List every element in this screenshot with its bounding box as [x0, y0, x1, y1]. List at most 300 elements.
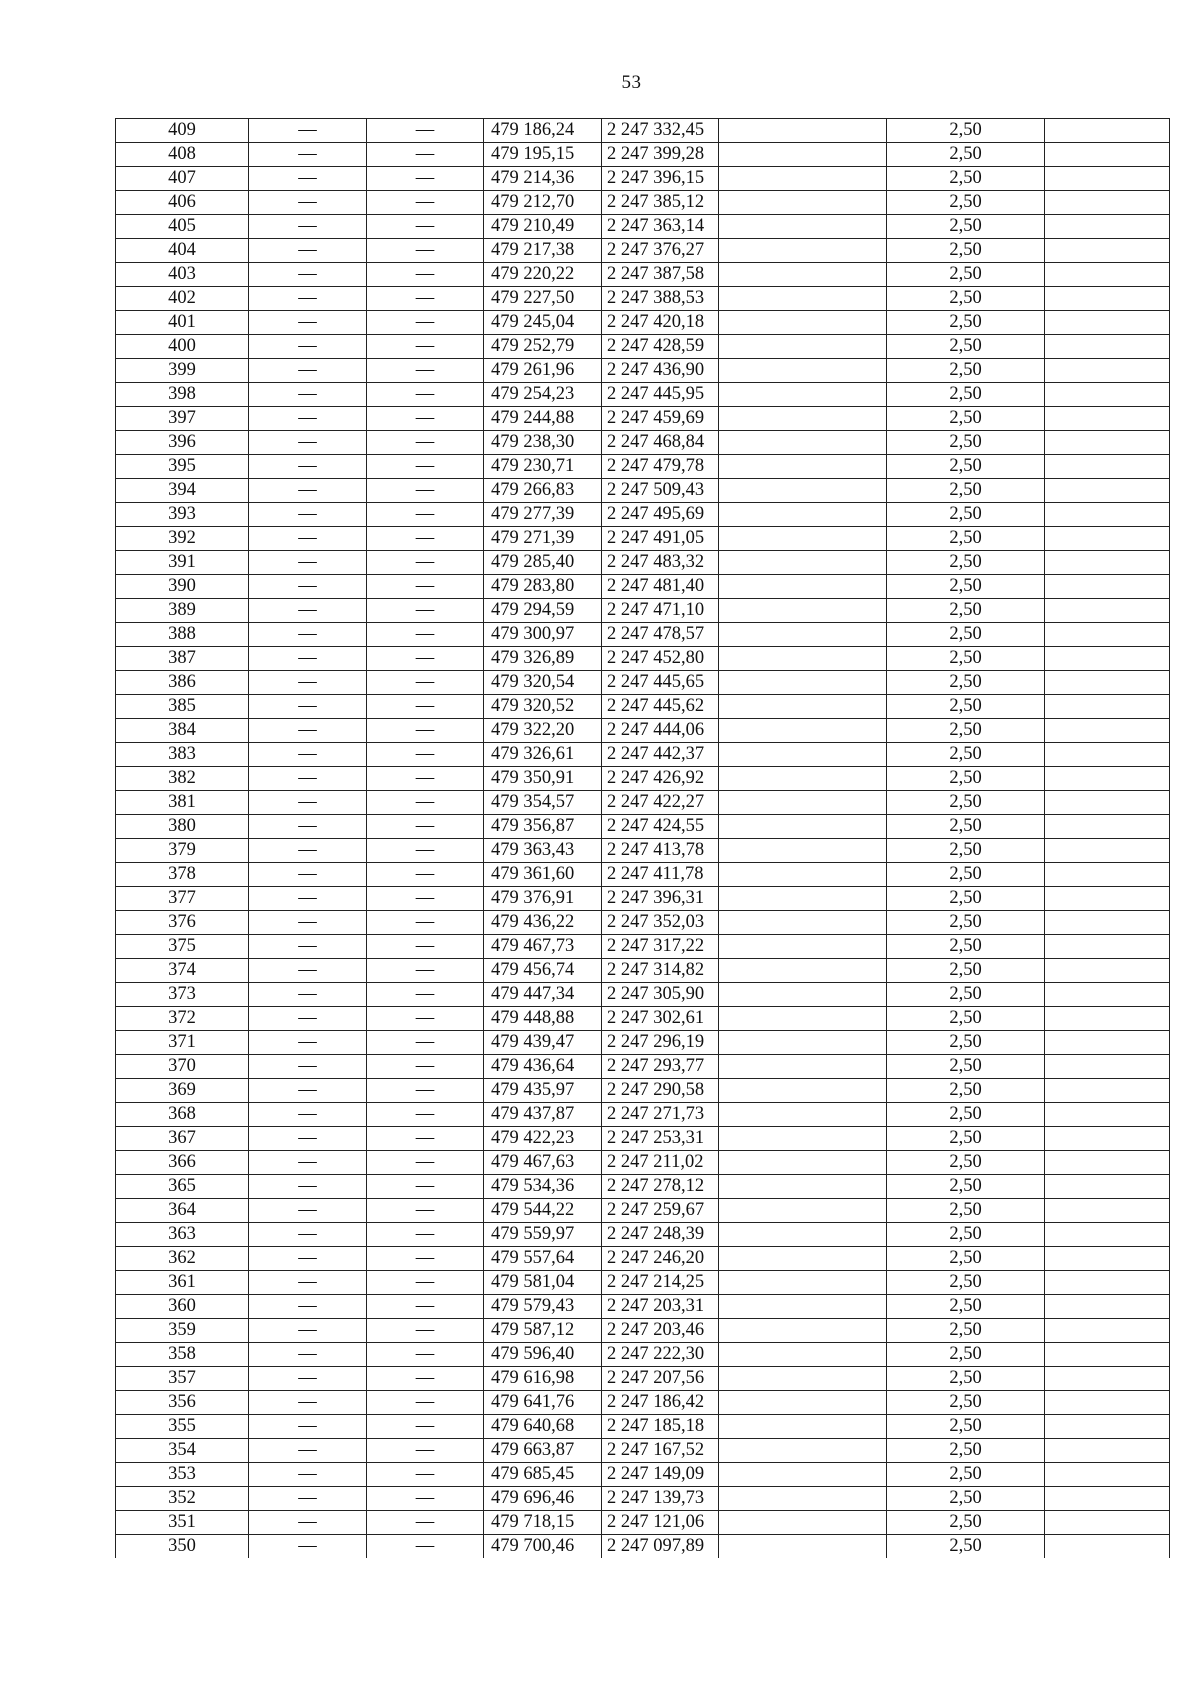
dash-cell: —	[249, 311, 367, 335]
precision-cell: 2,50	[887, 215, 1045, 239]
empty-cell	[1045, 311, 1170, 335]
empty-cell	[1045, 239, 1170, 263]
x-coordinate-cell: 479 326,61	[484, 743, 602, 767]
empty-cell	[1045, 1511, 1170, 1535]
precision-cell: 2,50	[887, 719, 1045, 743]
point-number-cell: 409	[116, 119, 249, 143]
table-row	[116, 479, 1170, 503]
x-coordinate-cell: 479 587,12	[484, 1319, 602, 1343]
precision-cell: 2,50	[887, 359, 1045, 383]
y-coordinate-cell: 2 247 363,14	[602, 215, 719, 239]
coordinates-table-body	[116, 119, 1170, 1559]
x-coordinate-cell: 479 212,70	[484, 191, 602, 215]
table-row	[116, 311, 1170, 335]
point-number-cell: 400	[116, 335, 249, 359]
dash-cell: —	[249, 1175, 367, 1199]
y-coordinate-cell: 2 247 290,58	[602, 1079, 719, 1103]
dash-cell: —	[367, 599, 484, 623]
empty-cell	[1045, 359, 1170, 383]
x-coordinate-cell: 479 435,97	[484, 1079, 602, 1103]
empty-cell	[719, 1223, 887, 1247]
x-coordinate-cell: 479 534,36	[484, 1175, 602, 1199]
table-row	[116, 647, 1170, 671]
precision-cell: 2,50	[887, 959, 1045, 983]
page-number: 53	[621, 72, 642, 93]
point-number-cell: 384	[116, 719, 249, 743]
point-number-cell: 373	[116, 983, 249, 1007]
empty-cell	[719, 1079, 887, 1103]
empty-cell	[719, 1391, 887, 1415]
precision-cell: 2,50	[887, 863, 1045, 887]
empty-cell	[1045, 1079, 1170, 1103]
dash-cell: —	[249, 1511, 367, 1535]
point-number-cell: 372	[116, 1007, 249, 1031]
dash-cell: —	[367, 767, 484, 791]
precision-cell: 2,50	[887, 791, 1045, 815]
dash-cell: —	[367, 215, 484, 239]
empty-cell	[719, 623, 887, 647]
dash-cell: —	[249, 743, 367, 767]
empty-cell	[1045, 1463, 1170, 1487]
table-row	[116, 1175, 1170, 1199]
y-coordinate-cell: 2 247 246,20	[602, 1247, 719, 1271]
empty-cell	[719, 455, 887, 479]
empty-cell	[1045, 791, 1170, 815]
precision-cell: 2,50	[887, 1079, 1045, 1103]
table-row	[116, 719, 1170, 743]
dash-cell: —	[367, 479, 484, 503]
table-row	[116, 455, 1170, 479]
empty-cell	[719, 863, 887, 887]
table-row	[116, 815, 1170, 839]
empty-cell	[1045, 1319, 1170, 1343]
dash-cell: —	[367, 335, 484, 359]
dash-cell: —	[249, 239, 367, 263]
y-coordinate-cell: 2 247 442,37	[602, 743, 719, 767]
dash-cell: —	[367, 1439, 484, 1463]
point-number-cell: 401	[116, 311, 249, 335]
dash-cell: —	[249, 1295, 367, 1319]
dash-cell: —	[249, 431, 367, 455]
empty-cell	[719, 1151, 887, 1175]
dash-cell: —	[367, 503, 484, 527]
precision-cell: 2,50	[887, 695, 1045, 719]
x-coordinate-cell: 479 186,24	[484, 119, 602, 143]
dash-cell: —	[249, 455, 367, 479]
empty-cell	[1045, 743, 1170, 767]
x-coordinate-cell: 479 214,36	[484, 167, 602, 191]
precision-cell: 2,50	[887, 143, 1045, 167]
point-number-cell: 394	[116, 479, 249, 503]
empty-cell	[719, 479, 887, 503]
dash-cell: —	[249, 935, 367, 959]
y-coordinate-cell: 2 247 388,53	[602, 287, 719, 311]
dash-cell: —	[249, 839, 367, 863]
empty-cell	[1045, 863, 1170, 887]
empty-cell	[1045, 647, 1170, 671]
x-coordinate-cell: 479 210,49	[484, 215, 602, 239]
empty-cell	[719, 551, 887, 575]
y-coordinate-cell: 2 247 302,61	[602, 1007, 719, 1031]
empty-cell	[1045, 1247, 1170, 1271]
precision-cell: 2,50	[887, 743, 1045, 767]
y-coordinate-cell: 2 247 436,90	[602, 359, 719, 383]
table-row	[116, 743, 1170, 767]
empty-cell	[719, 143, 887, 167]
empty-cell	[719, 287, 887, 311]
table-row	[116, 287, 1170, 311]
y-coordinate-cell: 2 247 222,30	[602, 1343, 719, 1367]
dash-cell: —	[367, 287, 484, 311]
x-coordinate-cell: 479 320,52	[484, 695, 602, 719]
dash-cell: —	[249, 1079, 367, 1103]
y-coordinate-cell: 2 247 445,95	[602, 383, 719, 407]
empty-cell	[719, 119, 887, 143]
x-coordinate-cell: 479 557,64	[484, 1247, 602, 1271]
table-row	[116, 1439, 1170, 1463]
dash-cell: —	[249, 671, 367, 695]
table-row	[116, 1127, 1170, 1151]
point-number-cell: 364	[116, 1199, 249, 1223]
y-coordinate-cell: 2 247 471,10	[602, 599, 719, 623]
y-coordinate-cell: 2 247 452,80	[602, 647, 719, 671]
table-row	[116, 1511, 1170, 1535]
y-coordinate-cell: 2 247 420,18	[602, 311, 719, 335]
precision-cell: 2,50	[887, 1391, 1045, 1415]
empty-cell	[1045, 911, 1170, 935]
precision-cell: 2,50	[887, 1295, 1045, 1319]
dash-cell: —	[249, 1535, 367, 1559]
table-row	[116, 527, 1170, 551]
empty-cell	[719, 431, 887, 455]
dash-cell: —	[367, 1151, 484, 1175]
dash-cell: —	[249, 1103, 367, 1127]
empty-cell	[1045, 1127, 1170, 1151]
precision-cell: 2,50	[887, 1151, 1045, 1175]
x-coordinate-cell: 479 448,88	[484, 1007, 602, 1031]
x-coordinate-cell: 479 376,91	[484, 887, 602, 911]
dash-cell: —	[367, 143, 484, 167]
precision-cell: 2,50	[887, 1223, 1045, 1247]
empty-cell	[719, 359, 887, 383]
x-coordinate-cell: 479 640,68	[484, 1415, 602, 1439]
point-number-cell: 382	[116, 767, 249, 791]
y-coordinate-cell: 2 247 444,06	[602, 719, 719, 743]
y-coordinate-cell: 2 247 385,12	[602, 191, 719, 215]
empty-cell	[719, 1367, 887, 1391]
table-row	[116, 767, 1170, 791]
y-coordinate-cell: 2 247 248,39	[602, 1223, 719, 1247]
precision-cell: 2,50	[887, 383, 1045, 407]
precision-cell: 2,50	[887, 1175, 1045, 1199]
empty-cell	[719, 167, 887, 191]
dash-cell: —	[249, 1463, 367, 1487]
dash-cell: —	[367, 1223, 484, 1247]
precision-cell: 2,50	[887, 623, 1045, 647]
dash-cell: —	[367, 119, 484, 143]
y-coordinate-cell: 2 247 481,40	[602, 575, 719, 599]
precision-cell: 2,50	[887, 551, 1045, 575]
empty-cell	[1045, 695, 1170, 719]
dash-cell: —	[367, 1079, 484, 1103]
empty-cell	[719, 1199, 887, 1223]
table-row	[116, 911, 1170, 935]
dash-cell: —	[367, 935, 484, 959]
dash-cell: —	[367, 1031, 484, 1055]
precision-cell: 2,50	[887, 887, 1045, 911]
empty-cell	[719, 1415, 887, 1439]
empty-cell	[719, 1295, 887, 1319]
x-coordinate-cell: 479 616,98	[484, 1367, 602, 1391]
y-coordinate-cell: 2 247 203,46	[602, 1319, 719, 1343]
table-row	[116, 263, 1170, 287]
empty-cell	[1045, 1151, 1170, 1175]
x-coordinate-cell: 479 285,40	[484, 551, 602, 575]
x-coordinate-cell: 479 261,96	[484, 359, 602, 383]
point-number-cell: 368	[116, 1103, 249, 1127]
y-coordinate-cell: 2 247 399,28	[602, 143, 719, 167]
x-coordinate-cell: 479 436,22	[484, 911, 602, 935]
dash-cell: —	[367, 1247, 484, 1271]
x-coordinate-cell: 479 294,59	[484, 599, 602, 623]
empty-cell	[1045, 407, 1170, 431]
empty-cell	[719, 791, 887, 815]
empty-cell	[719, 1319, 887, 1343]
x-coordinate-cell: 479 596,40	[484, 1343, 602, 1367]
table-row	[116, 1367, 1170, 1391]
dash-cell: —	[367, 1103, 484, 1127]
point-number-cell: 366	[116, 1151, 249, 1175]
precision-cell: 2,50	[887, 1415, 1045, 1439]
y-coordinate-cell: 2 247 203,31	[602, 1295, 719, 1319]
empty-cell	[719, 1175, 887, 1199]
empty-cell	[719, 839, 887, 863]
precision-cell: 2,50	[887, 815, 1045, 839]
empty-cell	[1045, 1271, 1170, 1295]
x-coordinate-cell: 479 354,57	[484, 791, 602, 815]
dash-cell: —	[367, 815, 484, 839]
table-row	[116, 1079, 1170, 1103]
point-number-cell: 378	[116, 863, 249, 887]
precision-cell: 2,50	[887, 1535, 1045, 1559]
precision-cell: 2,50	[887, 503, 1045, 527]
empty-cell	[719, 383, 887, 407]
table-row	[116, 983, 1170, 1007]
dash-cell: —	[367, 1127, 484, 1151]
empty-cell	[719, 1463, 887, 1487]
dash-cell: —	[367, 551, 484, 575]
dash-cell: —	[249, 335, 367, 359]
x-coordinate-cell: 479 245,04	[484, 311, 602, 335]
point-number-cell: 386	[116, 671, 249, 695]
dash-cell: —	[367, 791, 484, 815]
empty-cell	[719, 1343, 887, 1367]
y-coordinate-cell: 2 247 278,12	[602, 1175, 719, 1199]
point-number-cell: 376	[116, 911, 249, 935]
x-coordinate-cell: 479 220,22	[484, 263, 602, 287]
point-number-cell: 358	[116, 1343, 249, 1367]
dash-cell: —	[249, 1271, 367, 1295]
x-coordinate-cell: 479 700,46	[484, 1535, 602, 1559]
x-coordinate-cell: 479 238,30	[484, 431, 602, 455]
precision-cell: 2,50	[887, 239, 1045, 263]
dash-cell: —	[249, 623, 367, 647]
empty-cell	[1045, 431, 1170, 455]
x-coordinate-cell: 479 467,63	[484, 1151, 602, 1175]
point-number-cell: 393	[116, 503, 249, 527]
x-coordinate-cell: 479 195,15	[484, 143, 602, 167]
precision-cell: 2,50	[887, 935, 1045, 959]
point-number-cell: 397	[116, 407, 249, 431]
point-number-cell: 370	[116, 1055, 249, 1079]
table-row	[116, 935, 1170, 959]
x-coordinate-cell: 479 579,43	[484, 1295, 602, 1319]
table-row	[116, 239, 1170, 263]
point-number-cell: 357	[116, 1367, 249, 1391]
point-number-cell: 398	[116, 383, 249, 407]
table-row	[116, 1391, 1170, 1415]
x-coordinate-cell: 479 436,64	[484, 1055, 602, 1079]
y-coordinate-cell: 2 247 352,03	[602, 911, 719, 935]
dash-cell: —	[367, 983, 484, 1007]
dash-cell: —	[367, 863, 484, 887]
empty-cell	[1045, 575, 1170, 599]
empty-cell	[719, 935, 887, 959]
dash-cell: —	[249, 575, 367, 599]
dash-cell: —	[367, 1511, 484, 1535]
dash-cell: —	[367, 191, 484, 215]
table-row	[116, 671, 1170, 695]
point-number-cell: 390	[116, 575, 249, 599]
y-coordinate-cell: 2 247 305,90	[602, 983, 719, 1007]
point-number-cell: 360	[116, 1295, 249, 1319]
dash-cell: —	[249, 887, 367, 911]
precision-cell: 2,50	[887, 1031, 1045, 1055]
table-row	[116, 1151, 1170, 1175]
x-coordinate-cell: 479 559,97	[484, 1223, 602, 1247]
y-coordinate-cell: 2 247 426,92	[602, 767, 719, 791]
point-number-cell: 356	[116, 1391, 249, 1415]
empty-cell	[1045, 1487, 1170, 1511]
y-coordinate-cell: 2 247 253,31	[602, 1127, 719, 1151]
dash-cell: —	[367, 839, 484, 863]
dash-cell: —	[367, 239, 484, 263]
precision-cell: 2,50	[887, 911, 1045, 935]
dash-cell: —	[367, 1343, 484, 1367]
point-number-cell: 406	[116, 191, 249, 215]
x-coordinate-cell: 479 217,38	[484, 239, 602, 263]
precision-cell: 2,50	[887, 1007, 1045, 1031]
dash-cell: —	[249, 791, 367, 815]
dash-cell: —	[249, 119, 367, 143]
precision-cell: 2,50	[887, 575, 1045, 599]
precision-cell: 2,50	[887, 1463, 1045, 1487]
precision-cell: 2,50	[887, 263, 1045, 287]
empty-cell	[1045, 959, 1170, 983]
point-number-cell: 399	[116, 359, 249, 383]
empty-cell	[1045, 767, 1170, 791]
precision-cell: 2,50	[887, 1511, 1045, 1535]
table-row	[116, 863, 1170, 887]
point-number-cell: 353	[116, 1463, 249, 1487]
empty-cell	[719, 1511, 887, 1535]
dash-cell: —	[249, 1151, 367, 1175]
precision-cell: 2,50	[887, 1343, 1045, 1367]
table-row	[116, 1415, 1170, 1439]
y-coordinate-cell: 2 247 139,73	[602, 1487, 719, 1511]
precision-cell: 2,50	[887, 455, 1045, 479]
dash-cell: —	[249, 1127, 367, 1151]
dash-cell: —	[249, 1343, 367, 1367]
dash-cell: —	[367, 575, 484, 599]
precision-cell: 2,50	[887, 647, 1045, 671]
y-coordinate-cell: 2 247 424,55	[602, 815, 719, 839]
empty-cell	[1045, 215, 1170, 239]
dash-cell: —	[367, 383, 484, 407]
empty-cell	[1045, 167, 1170, 191]
y-coordinate-cell: 2 247 396,31	[602, 887, 719, 911]
empty-cell	[1045, 191, 1170, 215]
dash-cell: —	[367, 1271, 484, 1295]
dash-cell: —	[249, 191, 367, 215]
empty-cell	[719, 239, 887, 263]
x-coordinate-cell: 479 422,23	[484, 1127, 602, 1151]
empty-cell	[719, 719, 887, 743]
precision-cell: 2,50	[887, 1247, 1045, 1271]
table-row	[116, 1223, 1170, 1247]
empty-cell	[1045, 1031, 1170, 1055]
dash-cell: —	[367, 671, 484, 695]
dash-cell: —	[249, 1391, 367, 1415]
x-coordinate-cell: 479 363,43	[484, 839, 602, 863]
empty-cell	[1045, 1391, 1170, 1415]
point-number-cell: 402	[116, 287, 249, 311]
empty-cell	[719, 767, 887, 791]
empty-cell	[719, 599, 887, 623]
dash-cell: —	[249, 503, 367, 527]
y-coordinate-cell: 2 247 422,27	[602, 791, 719, 815]
dash-cell: —	[249, 479, 367, 503]
precision-cell: 2,50	[887, 431, 1045, 455]
dash-cell: —	[367, 1535, 484, 1559]
table-row	[116, 1463, 1170, 1487]
table-row	[116, 623, 1170, 647]
dash-cell: —	[367, 743, 484, 767]
dash-cell: —	[367, 1199, 484, 1223]
dash-cell: —	[249, 383, 367, 407]
dash-cell: —	[249, 1007, 367, 1031]
dash-cell: —	[367, 1367, 484, 1391]
point-number-cell: 367	[116, 1127, 249, 1151]
coordinates-table	[115, 118, 1170, 1558]
empty-cell	[719, 407, 887, 431]
y-coordinate-cell: 2 247 293,77	[602, 1055, 719, 1079]
table-row	[116, 383, 1170, 407]
empty-cell	[719, 1271, 887, 1295]
precision-cell: 2,50	[887, 1127, 1045, 1151]
y-coordinate-cell: 2 247 376,27	[602, 239, 719, 263]
y-coordinate-cell: 2 247 271,73	[602, 1103, 719, 1127]
empty-cell	[1045, 935, 1170, 959]
dash-cell: —	[367, 1295, 484, 1319]
y-coordinate-cell: 2 247 479,78	[602, 455, 719, 479]
empty-cell	[1045, 383, 1170, 407]
y-coordinate-cell: 2 247 332,45	[602, 119, 719, 143]
x-coordinate-cell: 479 271,39	[484, 527, 602, 551]
x-coordinate-cell: 479 718,15	[484, 1511, 602, 1535]
empty-cell	[1045, 1295, 1170, 1319]
dash-cell: —	[249, 407, 367, 431]
